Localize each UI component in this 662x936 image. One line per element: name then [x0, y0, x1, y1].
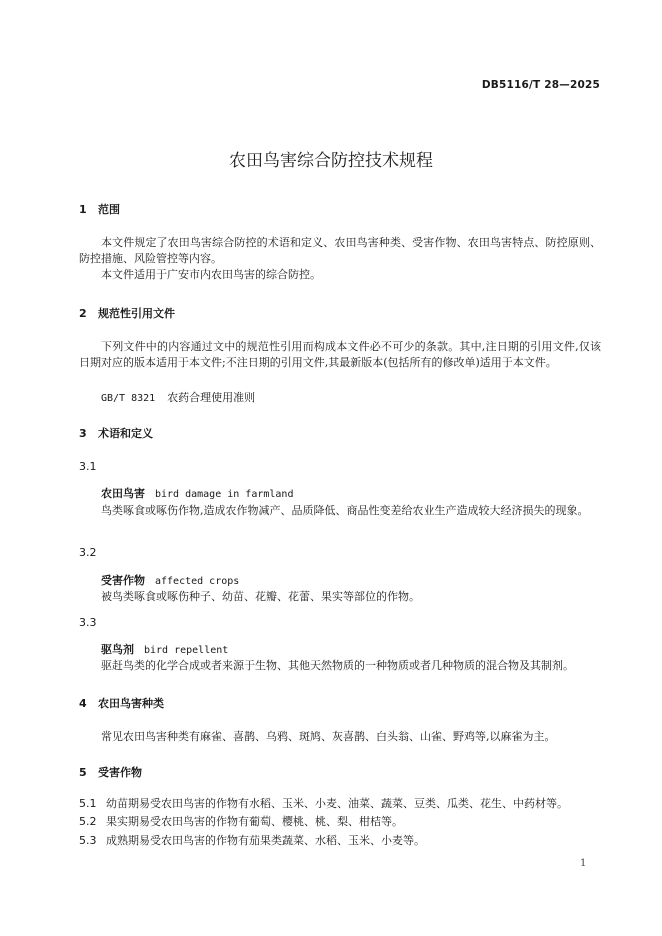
document-title: 农田鸟害综合防控技术规程 — [229, 151, 433, 171]
section-number: 4 — [79, 697, 87, 710]
item-text: 幼苗期易受农田鸟害的作物有水稻、玉米、小麦、油菜、蔬菜、豆类、瓜类、花生、中药材等。 — [106, 797, 568, 810]
term-name: 受害作物 — [101, 574, 145, 587]
term-name: 农田鸟害 — [101, 487, 145, 500]
section-title: 范围 — [98, 203, 120, 216]
section-1-heading — [79, 201, 120, 217]
item-number: 5.3 — [79, 834, 97, 847]
item-text: 成熟期易受农田鸟害的作物有茄果类蔬菜、水稻、玉米、小麦等。 — [106, 834, 425, 847]
section-title: 受害作物 — [98, 766, 142, 779]
term-3-2 — [101, 572, 239, 588]
term-english: affected crops — [155, 576, 240, 587]
term-3-1-number: 3.1 — [79, 460, 97, 473]
item-number: 5.1 — [79, 797, 97, 810]
term-name: 驱鸟剂 — [101, 643, 134, 656]
section-number: 2 — [79, 307, 87, 320]
reference-code: GB/T 8321 — [101, 393, 156, 404]
normative-reference — [101, 389, 255, 405]
page-number: 1 — [580, 858, 587, 869]
section-number: 1 — [79, 203, 87, 216]
term-english: bird damage in farmland — [155, 489, 294, 500]
term-3-2-number: 3.2 — [79, 546, 97, 559]
section-number: 3 — [79, 427, 87, 440]
section-2-heading — [79, 305, 175, 321]
section-title: 术语和定义 — [98, 427, 153, 440]
section-1-paragraph-1: 本文件规定了农田鸟害综合防控的术语和定义、农田鸟害种类、受害作物、农田鸟害特点、防控原则、防控措施、风险管控等内容。 — [79, 236, 601, 265]
term-3-1 — [101, 485, 293, 501]
term-3-3-number: 3.3 — [79, 616, 97, 629]
term-3-2-definition: 被鸟类啄食或啄伤种子、幼苗、花瓣、花蕾、果实等部位的作物。 — [101, 590, 420, 603]
section-4-heading — [79, 695, 164, 711]
document-code: DB5116/T 28—2025 — [481, 79, 600, 91]
section-4-paragraph: 常见农田鸟害种类有麻雀、喜鹊、乌鸦、斑鸠、灰喜鹊、白头翁、山雀、野鸡等,以麻雀为主。 — [101, 730, 556, 743]
section-1-paragraph-2: 本文件适用于广安市内农田鸟害的综合防控。 — [101, 268, 321, 281]
term-english: bird repellent — [144, 645, 229, 656]
section-title: 规范性引用文件 — [98, 307, 175, 320]
item-number: 5.2 — [79, 815, 97, 828]
section-number: 5 — [79, 766, 87, 779]
item-5-3 — [79, 833, 425, 849]
item-text: 果实期易受农田鸟害的作物有葡萄、樱桃、桃、梨、柑桔等。 — [106, 815, 403, 828]
term-3-1-definition: 鸟类啄食或啄伤作物,造成农作物减产、品质降低、商品性变差给农业生产造成较大经济损失的现象。 — [101, 504, 589, 517]
item-5-1 — [79, 796, 568, 812]
term-3-3-definition: 驱赶鸟类的化学合成或者来源于生物、其他天然物质的一种物质或者几种物质的混合物及其制剂。 — [101, 659, 574, 672]
section-title: 农田鸟害种类 — [98, 697, 164, 710]
section-2-paragraph: 下列文件中的内容通过文中的规范性引用而构成本文件必不可少的条款。其中,注日期的引用文件,仅该日期对应的版本适用于本文件;不注日期的引用文件,其最新版本(包括所有的修改单)适用于本文件。 — [79, 340, 601, 369]
term-3-3 — [101, 641, 228, 657]
section-5-heading — [79, 764, 142, 780]
section-3-heading — [79, 425, 153, 441]
reference-title: 农药合理使用准则 — [167, 391, 256, 404]
item-5-2 — [79, 814, 403, 830]
